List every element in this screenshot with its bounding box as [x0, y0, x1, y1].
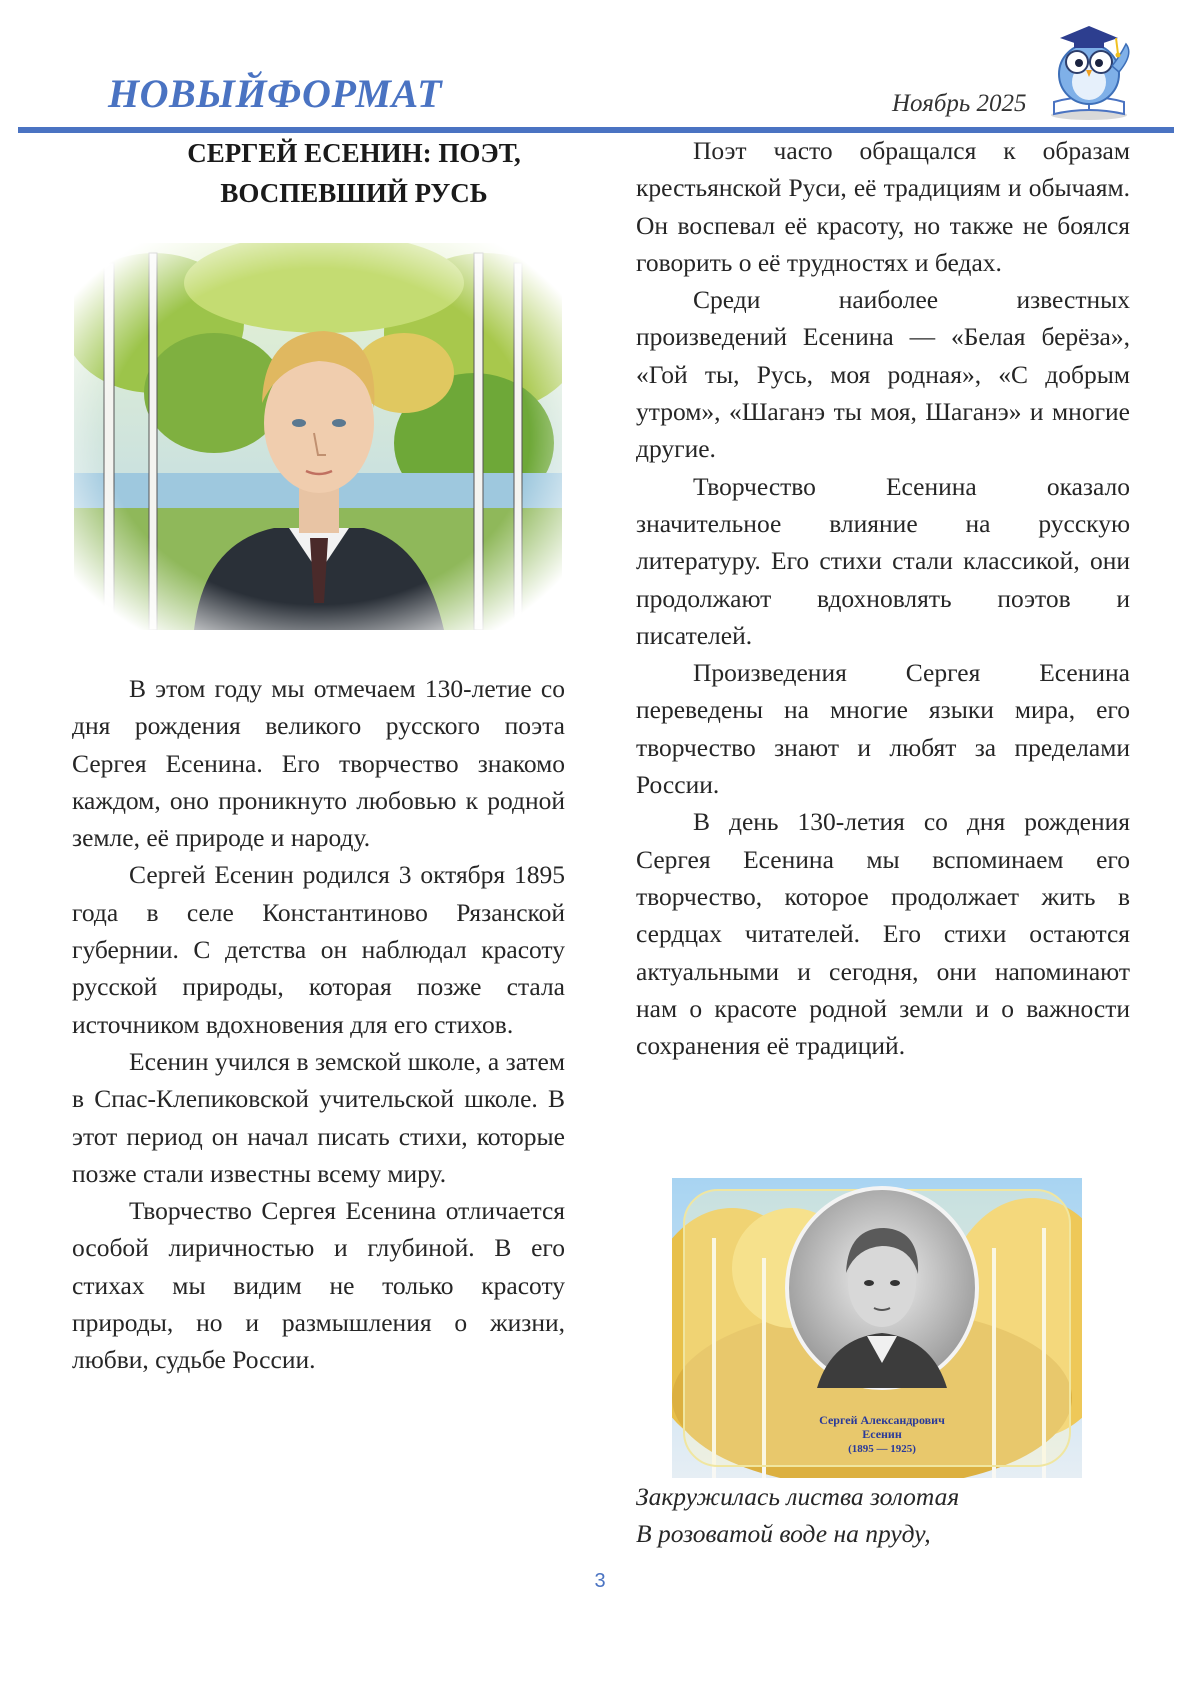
paragraph: Творчество Сергея Есенина отличается особой лиричностью и глубиной. В его стихах мы видим не только красоту природы, но и размышления о жизни, любви, судьбе России. [72, 1196, 565, 1375]
esenin-portrait-painting [74, 243, 562, 630]
paragraph: Поэт часто обращался к образам крестьянской Руси, её традициям и обычаям. Он воспевал её красоту, но также не боялся говорить о её трудностях и бедах. [636, 136, 1130, 277]
article-title [74, 133, 634, 213]
article-title-line-1: СЕРГЕЙ ЕСЕНИН: ПОЭТ, [187, 138, 521, 168]
esenin-portrait-photo [672, 1178, 1082, 1478]
paragraph: Среди наиболее известных произведений Есенина — «Белая берёза», «Гой ты, Русь, моя родная», «С добрым утром», «Шаганэ ты моя, Шаганэ» и многие другие. [636, 285, 1130, 464]
article-right-column [636, 132, 1130, 1064]
page-number: 3 [594, 1570, 606, 1592]
poem-line: Закружилась листва золотая [636, 1482, 960, 1511]
paragraph: В день 130-летия со дня рождения Сергея Есенина мы вспоминаем его творчество, которое продолжает жить в сердцах читателей. Его стихи остаются актуальными и сегодня, они напоминают нам о красоте родной земли и о важности сохранения её традиций. [636, 807, 1130, 1061]
poem-line: В розоватой воде на пруду, [636, 1519, 931, 1549]
photo-caption-surname: Есенин [862, 1427, 902, 1441]
magazine-title: НОВЫЙФОРМАТ [108, 71, 443, 116]
poem-excerpt [636, 1478, 959, 1553]
photo-caption-name: Сергей Александрович [819, 1413, 945, 1427]
owl-graduate-icon [1046, 10, 1132, 122]
article-title-line-2: ВОСПЕВШИЙ РУСЬ [220, 178, 488, 208]
paragraph: В этом году мы отмечаем 130-летие со дня рождения великого русского поэта Сергея Есенина. Его творчество знакомо каждом, оно проникнуто любовью к родной земле, её природе и народу. [72, 674, 565, 853]
photo-caption-years: (1895 — 1925) [848, 1443, 916, 1455]
paragraph: Сергей Есенин родился 3 октября 1895 года в селе Константиново Рязанской губернии. С детства он наблюдал красоту русской природы, которая позже стала источником вдохновения для его стихов. [72, 860, 565, 1039]
paragraph: Есенин учился в земской школе, а затем в Спас-Клепиковской учительской школе. В этот период он начал писать стихи, которые позже стали известны всему миру. [72, 1046, 565, 1188]
issue-date: Ноябрь 2025 [892, 90, 1027, 117]
article-left-column [72, 670, 565, 1379]
paragraph: Творчество Есенина оказало значительное влияние на русскую литературу. Его стихи стали классикой, они продолжают вдохновлять поэтов и писателей. [636, 471, 1130, 650]
paragraph: Произведения Сергея Есенина переведены на многие языки мира, его творчество знают и любят за пределами России. [636, 658, 1130, 800]
